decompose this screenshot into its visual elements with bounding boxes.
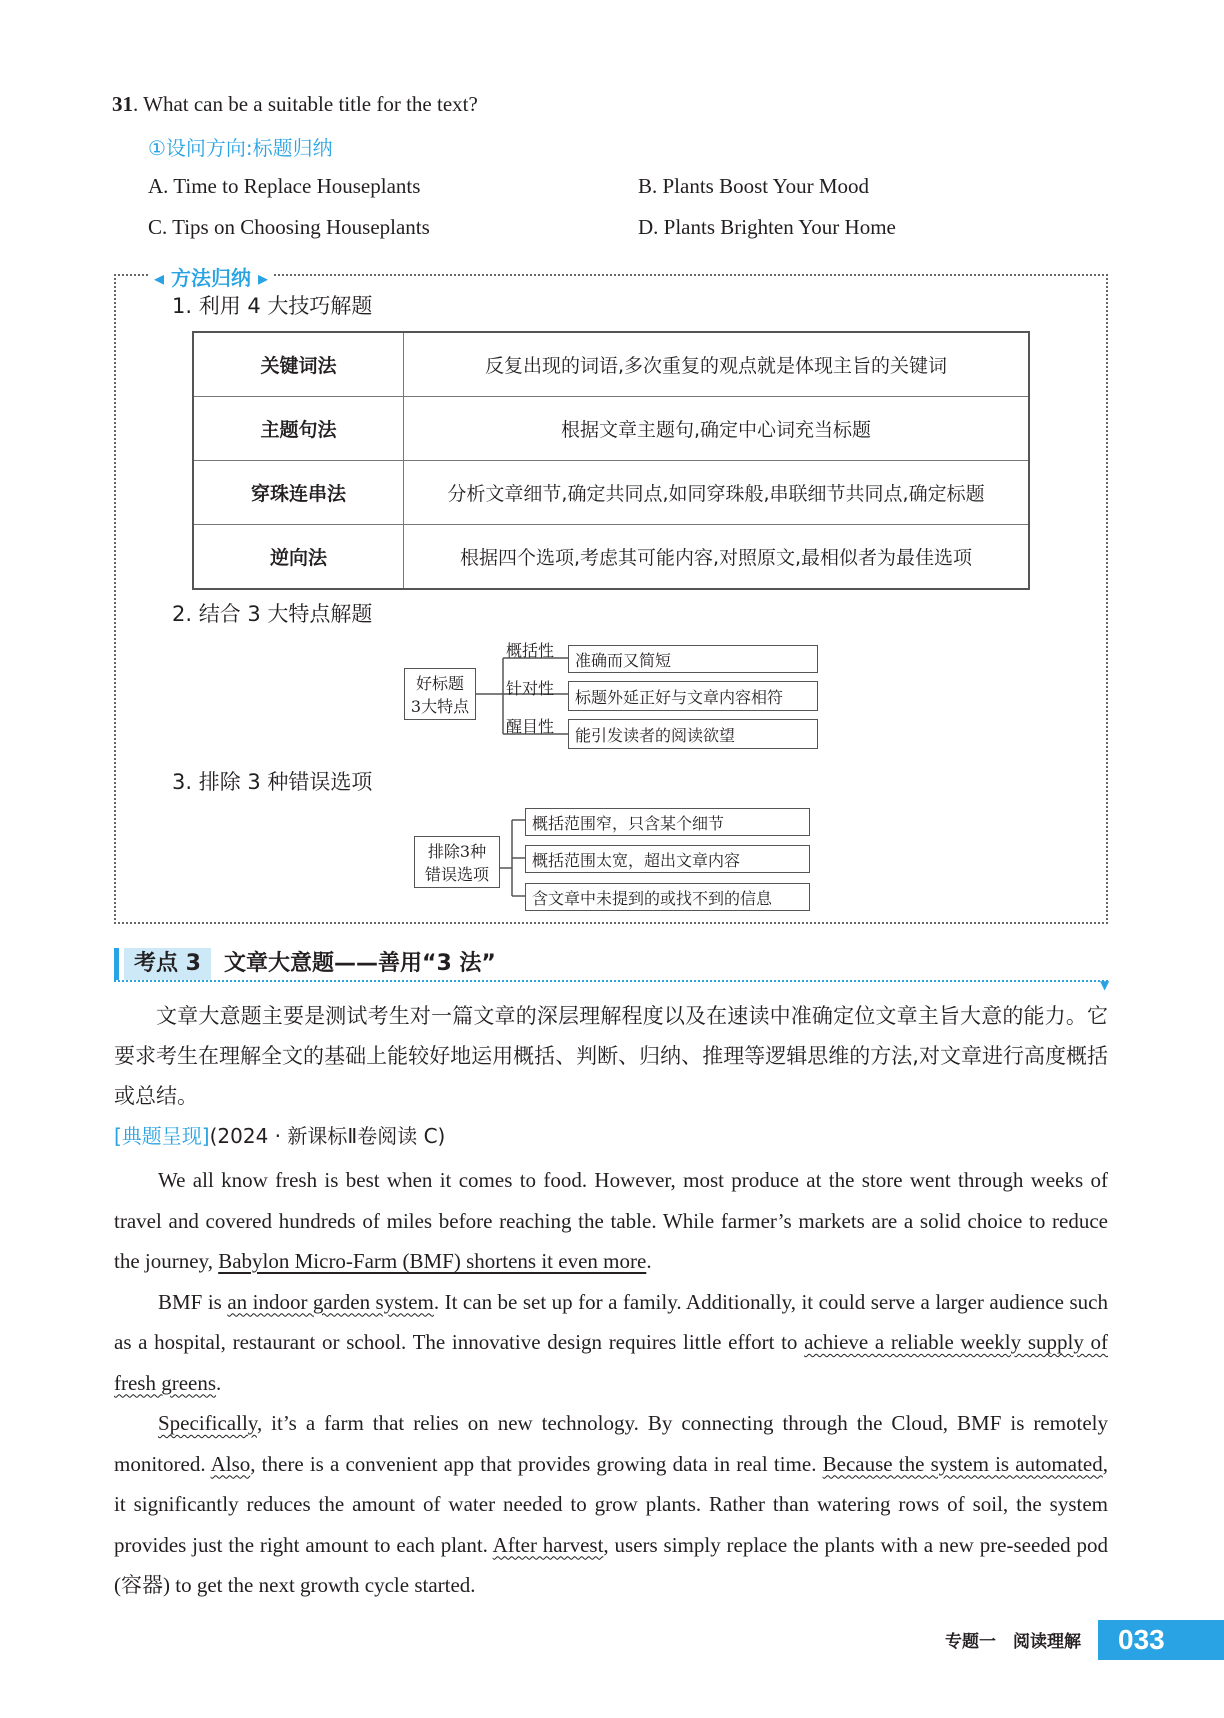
question-number: 31 xyxy=(112,92,133,116)
example-header xyxy=(114,1120,445,1149)
passage-text: , there is a convenient app that provides growing data in real time. xyxy=(250,1451,823,1476)
technique-name: 穿珠连串法 xyxy=(193,461,404,525)
wavy-underlined-phrase: achieve a reliable weekly supply of fresh greens xyxy=(114,1330,1108,1395)
feature-box: 能引发读者的阅读欲望 xyxy=(568,719,818,749)
section-intro: 文章大意题主要是测试考生对一篇文章的深层理解程度以及在速读中准确定位文章主旨大意的能力。它要求考生在理解全文的基础上能较好地运用概括、判断、归纳、推理等逻辑思维的方法,对文章进行高度概括或总结。 xyxy=(114,1004,1108,1108)
technique-desc: 分析文章细节,确定共同点,如同穿珠般,串联细节共同点,确定标题 xyxy=(404,461,1030,525)
wavy-underlined-phrase: an indoor garden system xyxy=(227,1289,434,1314)
method-summary-label: ◂ 方法归纳 ▸ xyxy=(150,262,272,291)
wavy-underlined-phrase: Because the system is automated xyxy=(822,1451,1103,1476)
passage-text: . xyxy=(646,1249,652,1273)
method-step-2: 2. 结合 3 大特点解题 xyxy=(172,602,373,626)
footer-section-label: 专题一 阅读理解 xyxy=(945,1632,1081,1652)
passage-text: We all know fresh is best when it comes to food. However, most produce at the store went through weeks of travel and covered hundreds of miles before reaching the table. While farmer’s markets are a solid choice to reduce the journey, xyxy=(114,1168,1108,1273)
option-d: D. Plants Brighten Your Home xyxy=(638,215,896,239)
passage-paragraph-2 xyxy=(114,1282,1108,1404)
question-hint: ①设问方向:标题归纳 xyxy=(148,136,333,160)
section-accent-bar xyxy=(114,948,119,980)
diagram-root-good-title xyxy=(404,668,476,720)
diagram-root-line1: 排除3种 xyxy=(427,842,487,861)
example-tag: [典题呈现] xyxy=(114,1124,210,1148)
page-number: 033 xyxy=(1118,1624,1165,1655)
section-divider xyxy=(114,980,1108,982)
diagram-root-line2: 错误选项 xyxy=(424,865,489,884)
feature-box: 标题外延正好与文章内容相符 xyxy=(568,681,818,711)
error-option-box: 含文章中未提到的或找不到的信息 xyxy=(525,883,810,911)
question-text: . What can be a suitable title for the text? xyxy=(133,92,478,116)
feature-label: 醒目性 xyxy=(506,717,555,736)
method-step-1: 1. 利用 4 大技巧解题 xyxy=(172,294,373,318)
error-option-box: 概括范围太宽，超出文章内容 xyxy=(525,845,810,873)
underlined-phrase: Babylon Micro-Farm (BMF) shortens it even more xyxy=(218,1249,647,1273)
option-c: C. Tips on Choosing Houseplants xyxy=(148,215,430,239)
chevron-down-icon: ▼ xyxy=(1100,978,1110,992)
passage-text: . It can be set up for a family. Additionally, it could serve a larger audience such as a hospital, restaurant or school. The innovative design requires little effort to xyxy=(114,1289,1108,1354)
passage-text: BMF is xyxy=(158,1289,228,1314)
passage-paragraph-1 xyxy=(114,1160,1108,1282)
feature-label: 针对性 xyxy=(506,679,555,698)
section-tag: 考点 3 xyxy=(124,948,211,980)
error-option-box: 概括范围窄，只含某个细节 xyxy=(525,808,810,836)
technique-name: 逆向法 xyxy=(193,525,404,590)
diagram-root-line1: 好标题 xyxy=(415,674,464,693)
option-a: A. Time to Replace Houseplants xyxy=(148,174,421,198)
option-b: B. Plants Boost Your Mood xyxy=(638,174,870,198)
technique-name: 主题句法 xyxy=(193,397,404,461)
reading-passage xyxy=(114,1160,1108,1606)
passage-text: , it significantly reduces the amount of water needed to grow plants. Rather than watering rows of soil, the system provides just the right amount to each plant. xyxy=(114,1451,1108,1557)
feature-box: 准确而又简短 xyxy=(568,645,818,673)
diagram-root-line2: 3大特点 xyxy=(410,697,470,716)
passage-text: . xyxy=(216,1370,222,1395)
technique-desc: 反复出现的词语,多次重复的观点就是体现主旨的关键词 xyxy=(404,332,1030,397)
section-title: 文章大意题——善用“3 法” xyxy=(224,951,496,976)
passage-text: , users simply replace the plants with a new pre-seeded pod (容器) to get the next growth cycle started. xyxy=(114,1532,1108,1597)
technique-name: 关键词法 xyxy=(193,332,404,397)
passage-text: , it’s a farm that relies on new technology. By connecting through the Cloud, BMF is remotely monitored. xyxy=(114,1411,1108,1476)
passage-paragraph-3 xyxy=(114,1403,1108,1606)
technique-desc: 根据四个选项,考虑其可能内容,对照原文,最相似者为最佳选项 xyxy=(404,525,1030,590)
example-source: (2024 · 新课标Ⅱ卷阅读 C) xyxy=(209,1124,446,1148)
technique-desc: 根据文章主题句,确定中心词充当标题 xyxy=(404,397,1030,461)
diagram-root-exclude xyxy=(414,836,500,888)
wavy-underlined-phrase: Specifically xyxy=(158,1411,257,1435)
feature-label: 概括性 xyxy=(506,641,555,660)
wavy-underlined-phrase: After harvest xyxy=(492,1532,604,1557)
method-step-3: 3. 排除 3 种错误选项 xyxy=(172,770,373,794)
wavy-underlined-phrase: Also xyxy=(210,1451,251,1476)
